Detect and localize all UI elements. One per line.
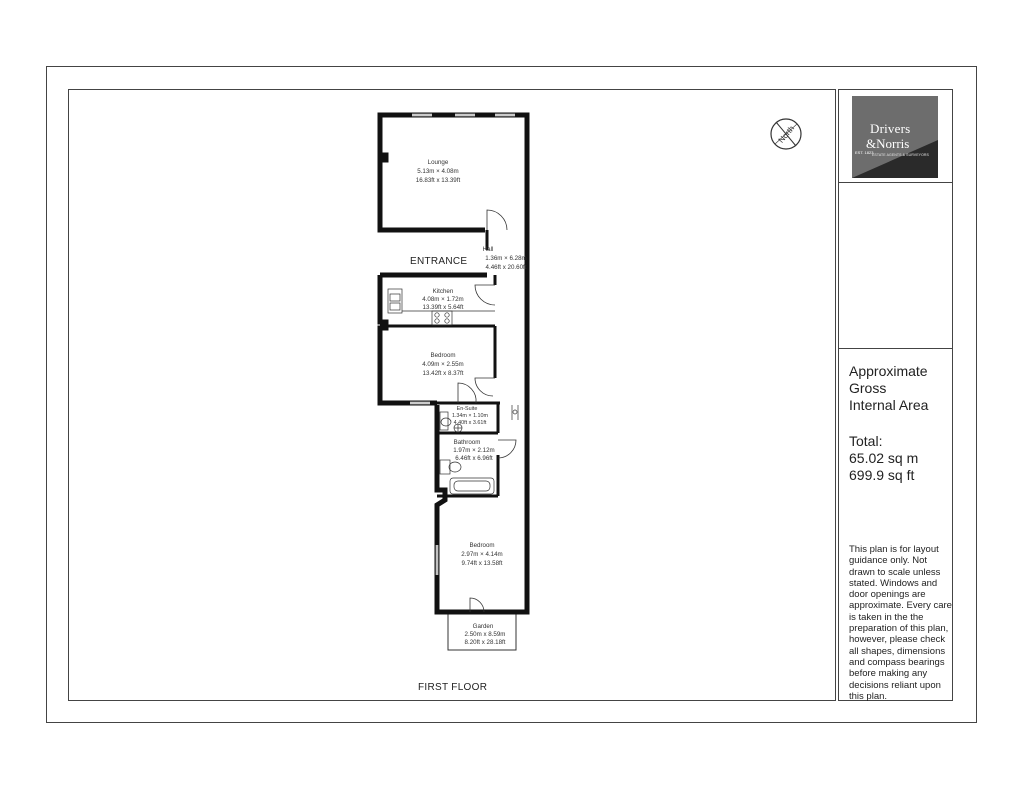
bedroom2-metric: 2.97m × 4.14m: [461, 551, 503, 558]
bedroom1-metric: 4.09m × 2.55m: [422, 361, 464, 368]
brand-name-line2: &Norris: [866, 136, 910, 151]
ensuite-name: En-Suite: [456, 406, 478, 412]
entrance-label: ENTRANCE: [410, 256, 468, 267]
total-sq-m: 65.02 sq m: [849, 450, 919, 466]
ensuite-metric: 1.34m × 1.10m: [451, 413, 489, 419]
compass-label: North: [776, 123, 797, 145]
brand-name-line1: Drivers: [870, 121, 911, 136]
area-heading-line1: Approximate: [849, 363, 928, 379]
lounge-imperial: 16.83ft x 13.39ft: [415, 177, 461, 184]
kitchen-name: Kitchen: [432, 288, 454, 295]
total-sq-ft: 699.9 sq ft: [849, 467, 915, 483]
bathroom-name: Bathroom: [453, 439, 481, 446]
windows: [410, 115, 515, 575]
kitchen-imperial: 13.39ft x 5.64ft: [422, 304, 464, 311]
bedroom2-name: Bedroom: [469, 542, 495, 549]
bathroom-imperial: 6.46ft x 6.96ft: [455, 455, 493, 462]
bathroom-metric: 1.97m × 2.12m: [453, 447, 495, 454]
lounge-name: Lounge: [427, 159, 449, 166]
total-label: Total:: [849, 433, 883, 449]
bedroom2-imperial: 9.74ft x 13.58ft: [461, 560, 503, 567]
brand-est: EST. 1823: [855, 150, 874, 155]
bedroom1-name: Bedroom: [430, 352, 456, 359]
kitchen-metric: 4.08m × 1.72m: [422, 296, 464, 303]
hall-name: Hall: [482, 246, 494, 253]
floor-label: FIRST FLOOR: [418, 682, 488, 693]
area-heading-line2: Gross: [849, 380, 887, 396]
garden-name: Garden: [472, 623, 494, 630]
lounge-metric: 5.13m × 4.08m: [417, 168, 459, 175]
compass-icon: [771, 119, 801, 149]
garden-metric: 2.50m x 8.59m: [464, 631, 506, 638]
disclaimer-text: This plan is for layout guidance only. Not drawn to scale unless stated. Windows and door openings are approximate. Every care is taken in the the preparation of this plan, however, please check all shapes, dimensions and compass bearings before making any decisions reliant upon this plan.: [849, 544, 952, 702]
area-heading-line3: Internal Area: [849, 397, 929, 413]
hall-imperial: 4.46ft x 20.60ft: [485, 264, 527, 271]
hall-metric: 1.36m × 6.28m: [485, 255, 527, 262]
bedroom1-imperial: 13.42ft x 8.37ft: [422, 370, 464, 377]
brand-tagline: ESTATE AGENTS & SURVEYORS: [872, 153, 929, 157]
ensuite-imperial: 4.40ft x 3.61ft: [453, 420, 487, 426]
garden-imperial: 8.20ft x 28.18ft: [464, 639, 506, 646]
